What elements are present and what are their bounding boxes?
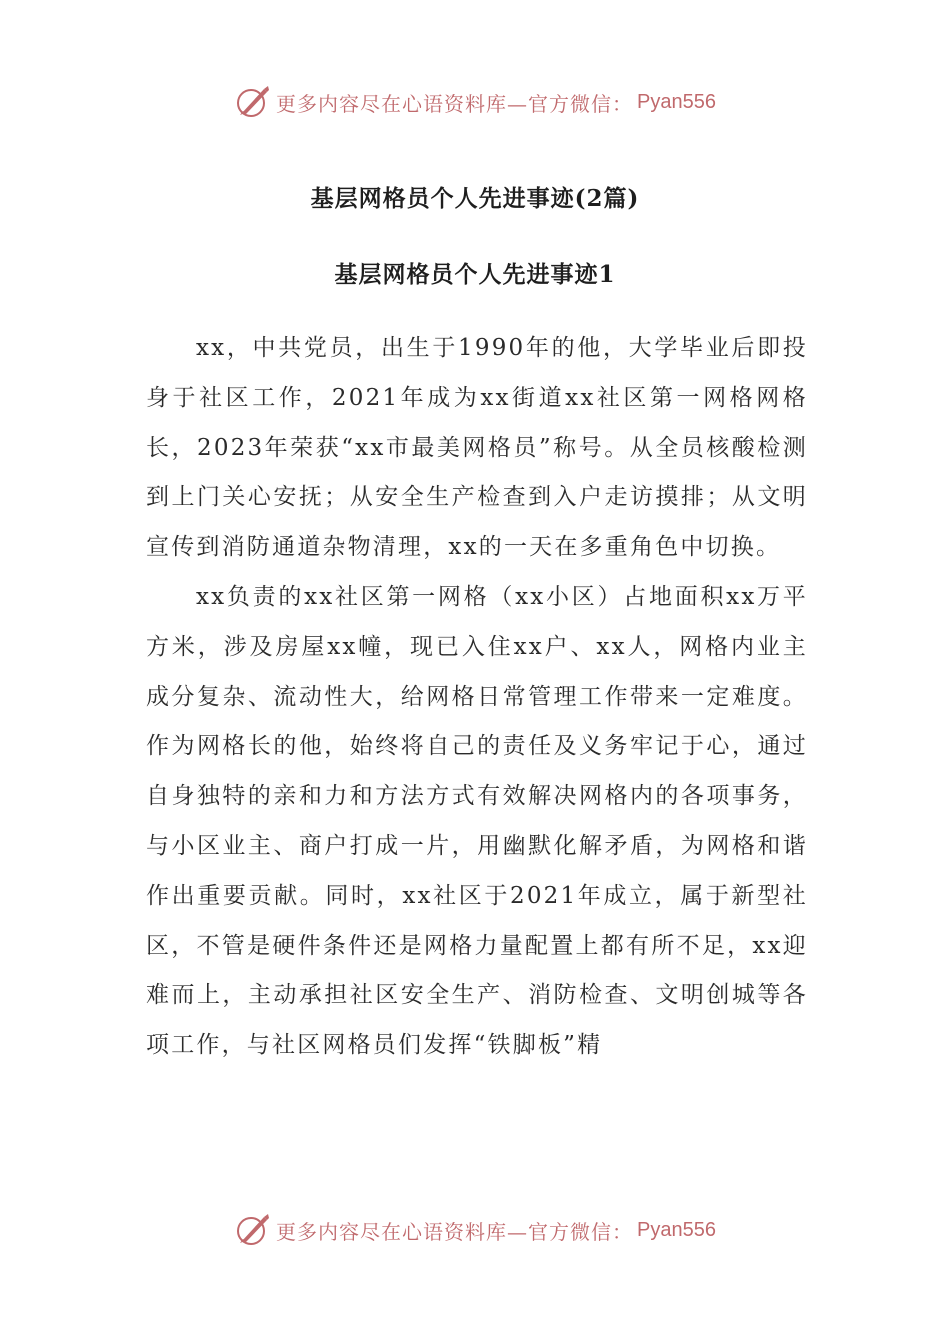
paragraph-1: xx，中共党员，出生于1990年的他，大学毕业后即投身于社区工作，2021年成为xx街道xx社区第一网格网格长，2023年荣获“xx市最美网格员”称号。从全员核酸检测到上门关心安抚；从安全生产检查到入户走访摸排；从文明宣传到消防通道杂物清理，xx的一天在多重角色中切换。 xyxy=(146,335,808,561)
document-title: 基层网格员个人先进事迹(2篇) xyxy=(310,185,640,212)
footer-wechat-id: Pyan556 xyxy=(637,1218,716,1241)
footer-banner xyxy=(0,1210,950,1250)
header-wechat-id: Pyan556 xyxy=(637,90,716,113)
paragraph-2: xx负责的xx社区第一网格（xx小区）占地面积xx万平方米，涉及房屋xx幢，现已入住xx户、xx人，网格内业主成分复杂、流动性大，给网格日常管理工作带来一定难度。作为网格长的他，始终将自己的责任及义务牢记于心，通过自身独特的亲和力和方法方式有效解决网格内的各项事务，与小区业主、商户打成一片，用幽默化解矛盾，为网格和谐作出重要贡献。同时，xx社区于2021年成立，属于新型社区，不管是硬件条件还是网格力量配置上都有所不足，xx迎难而上，主动承担社区安全生产、消防检查、文明创城等各项工作，与社区网格员们发挥“铁脚板”精 xyxy=(146,583,808,1059)
section-title: 基层网格员个人先进事迹1 xyxy=(334,261,616,288)
footer-banner-text: 更多内容尽在心语资料库—官方微信： xyxy=(276,1219,634,1244)
header-banner-text: 更多内容尽在心语资料库—官方微信： xyxy=(276,91,634,116)
header-banner xyxy=(0,82,950,122)
document-body xyxy=(146,324,808,1071)
quill-pen-logo-icon xyxy=(234,84,270,120)
quill-pen-logo-icon xyxy=(234,1212,270,1248)
